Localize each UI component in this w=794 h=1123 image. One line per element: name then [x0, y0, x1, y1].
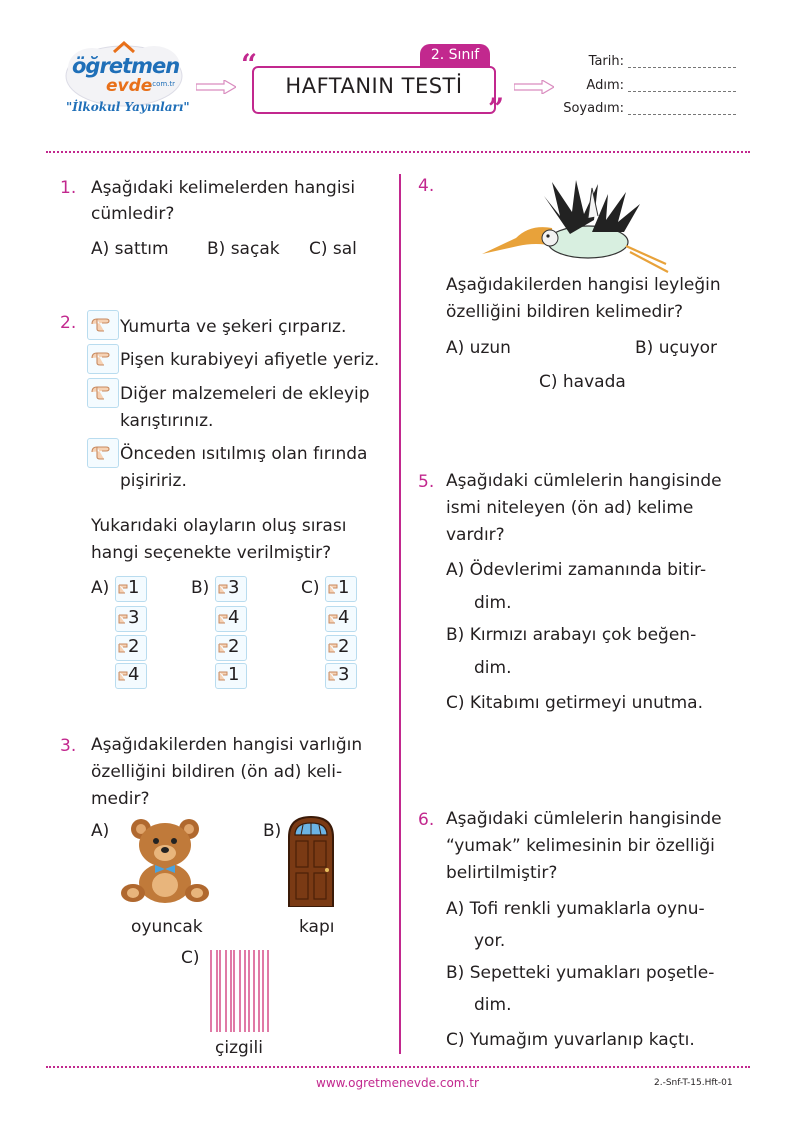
question-number: 3. — [60, 736, 77, 756]
option-text: dim. — [474, 658, 512, 678]
option-c[interactable]: C) sal — [309, 239, 357, 259]
step-box — [87, 344, 119, 374]
step-text: Önceden ısıtılmış olan fırında — [120, 444, 368, 464]
header — [0, 0, 794, 150]
order-box — [115, 606, 147, 632]
hand-point-icon — [90, 314, 114, 334]
option-c[interactable] — [301, 572, 381, 692]
order-box — [325, 663, 357, 689]
question-number: 2. — [60, 313, 77, 333]
question-text: Aşağıdaki cümlelerin hangisinde — [446, 471, 722, 491]
step-box — [87, 378, 119, 408]
question-number: 6. — [418, 810, 435, 830]
option-a[interactable]: A) uzun — [446, 338, 511, 358]
order-box — [115, 663, 147, 689]
question-text: Yukarıdaki olayların oluş sırası — [91, 516, 347, 536]
field-date-label: Tarih: — [588, 54, 624, 69]
question-text: Aşağıdakilerden hangisi leyleğin — [446, 275, 721, 295]
arrow-right-icon — [196, 80, 236, 94]
order-box — [325, 576, 357, 602]
option-caption: kapı — [299, 917, 335, 937]
order-number: 4 — [338, 607, 350, 628]
step-text: Yumurta ve şekeri çırparız. — [120, 317, 347, 337]
order-number: 2 — [338, 636, 350, 657]
order-box — [115, 576, 147, 602]
option-a[interactable] — [91, 815, 221, 945]
question-text: özelliğini bildiren (ön ad) keli- — [91, 762, 343, 782]
question-text: belirtilmiştir? — [446, 863, 558, 883]
order-box — [215, 576, 247, 602]
quote-open: “ — [241, 48, 258, 81]
door-icon — [287, 815, 335, 907]
option-b[interactable]: B) saçak — [207, 239, 280, 259]
order-number: 4 — [228, 607, 240, 628]
order-box — [215, 635, 247, 661]
footer-url[interactable]: www.ogretmenevde.com.tr — [316, 1076, 479, 1090]
field-name-line[interactable] — [628, 91, 736, 92]
step-box — [87, 438, 119, 468]
question-number: 5. — [418, 472, 435, 492]
logo-sub: evde — [106, 76, 153, 96]
option-text: C) Kitabımı getirmeyi unutma. — [446, 693, 703, 713]
option-c[interactable]: C) havada — [539, 372, 626, 392]
field-surname-line[interactable] — [628, 114, 736, 115]
option-b[interactable]: B) uçuyor — [635, 338, 718, 358]
page-title: HAFTANIN TESTİ — [285, 74, 463, 98]
option-c[interactable] — [181, 944, 301, 1064]
order-box — [325, 606, 357, 632]
hand-point-icon — [90, 442, 114, 462]
option-text: A) Ödevlerimi zamanında bitir- — [446, 560, 707, 580]
option-label: A) — [91, 821, 110, 841]
question-text: hangi seçenekte verilmiştir? — [91, 543, 332, 563]
order-number: 3 — [338, 664, 350, 685]
order-number: 1 — [128, 577, 140, 598]
stork-icon — [480, 176, 676, 274]
field-surname-label: Soyadım: — [563, 101, 624, 116]
option-b[interactable] — [263, 815, 353, 945]
question-text: Aşağıdaki cümlelerin hangisinde — [446, 809, 722, 829]
option-caption: çizgili — [215, 1038, 263, 1058]
column-divider — [399, 174, 401, 1054]
step-text: Pişen kurabiyeyi afiyetle yeriz. — [120, 350, 380, 370]
option-label: A) — [91, 578, 110, 598]
option-label: B) — [263, 821, 282, 841]
order-number: 1 — [338, 577, 350, 598]
question-text: Aşağıdakilerden hangisi varlığın — [91, 735, 363, 755]
step-box — [87, 310, 119, 340]
question-text: “yumak” kelimesinin bir özelliği — [446, 836, 715, 856]
striped-pattern-icon — [209, 950, 271, 1032]
option-a[interactable]: A) sattım — [91, 239, 169, 259]
option-text: yor. — [474, 931, 506, 951]
order-box — [325, 635, 357, 661]
grade-badge: 2. Sınıf — [420, 44, 490, 66]
divider-bottom — [46, 1066, 750, 1068]
question-text: özelliğini bildiren kelimedir? — [446, 302, 684, 322]
teddy-bear-icon — [119, 815, 211, 907]
step-text: karıştırınız. — [120, 411, 214, 431]
question-text: ismi niteleyen (ön ad) kelime — [446, 498, 694, 518]
option-text: C) Yumağım yuvarlanıp kaçtı. — [446, 1030, 695, 1050]
divider-top — [46, 151, 750, 153]
option-text: A) Tofi renkli yumaklarla oynu- — [446, 899, 705, 919]
question-text: medir? — [91, 789, 150, 809]
order-number: 4 — [128, 664, 140, 685]
order-number: 1 — [228, 664, 240, 685]
field-name-label: Adım: — [586, 78, 624, 93]
option-text: B) Sepetteki yumakları poşetle- — [446, 963, 715, 983]
field-date-line[interactable] — [628, 67, 736, 68]
order-number: 3 — [128, 607, 140, 628]
question-number: 1. — [60, 178, 77, 198]
logo-domain: .com.tr — [150, 80, 176, 88]
order-box — [115, 635, 147, 661]
logo — [62, 38, 190, 124]
question-text: Aşağıdaki kelimelerden hangisi — [91, 178, 356, 198]
option-label: C) — [181, 948, 200, 968]
option-label: C) — [301, 578, 320, 598]
quote-close: ” — [488, 92, 505, 125]
question-text: vardır? — [446, 525, 505, 545]
question-text: cümledir? — [91, 204, 175, 224]
logo-tagline: "İlkokul Yayınları" — [66, 100, 190, 114]
step-text: Diğer malzemeleri de ekleyip — [120, 384, 370, 404]
logo-main: öğretmen — [72, 54, 180, 78]
option-text: dim. — [474, 995, 512, 1015]
order-number: 3 — [228, 577, 240, 598]
option-text: dim. — [474, 593, 512, 613]
question-number: 4. — [418, 176, 435, 196]
step-text: pişiririz. — [120, 471, 187, 491]
order-box — [215, 606, 247, 632]
option-a[interactable] — [91, 572, 171, 692]
option-label: B) — [191, 578, 210, 598]
footer-code: 2.-Snf-T-15.Hft-01 — [654, 1078, 733, 1088]
option-caption: oyuncak — [131, 917, 203, 937]
hand-point-icon — [90, 348, 114, 368]
option-text: B) Kırmızı arabayı çok beğen- — [446, 625, 697, 645]
order-box — [215, 663, 247, 689]
hand-point-icon — [90, 382, 114, 402]
order-number: 2 — [228, 636, 240, 657]
option-b[interactable] — [191, 572, 271, 692]
order-number: 2 — [128, 636, 140, 657]
